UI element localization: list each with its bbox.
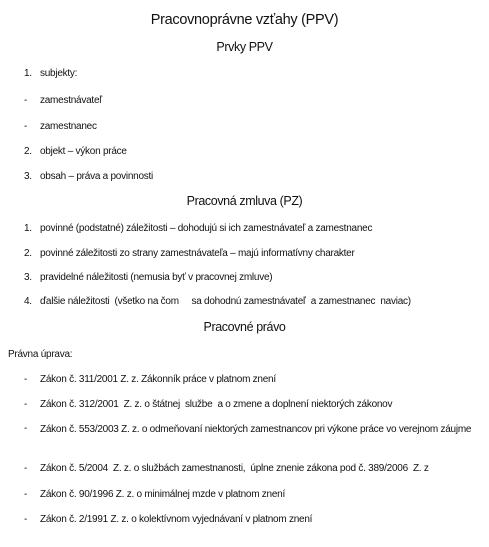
list-item-text: ďalšie náležitosti (všetko na čom sa dohodnú zamestnávateľ a zamestnanec naviac) [40,296,411,307]
list-item-text: objekt – výkon práce [40,146,127,157]
list-marker: - [24,423,28,434]
list-item-text: Zákon č. 311/2001 Z. z. Zákonník práce v platnom znení [40,374,276,385]
section-heading-pravo: Pracovné právo [203,320,286,334]
list-marker: - [24,121,28,132]
list-marker: - [24,514,28,525]
list-item-text: subjekty: [40,68,78,79]
section-heading-zmluva: Pracovná zmluva (PZ) [186,194,303,208]
list-item-text: povinné (podstatné) záležitosti – dohodujú si ich zamestnávateľ a zamestnanec [40,223,373,234]
list-marker: 1. [24,68,32,79]
list-marker: - [24,95,28,106]
list-item-text: povinné záležitosti zo strany zamestnávateľa – majú informatívny charakter [40,248,355,259]
list-item-text: obsah – práva a povinnosti [40,171,154,182]
list-item-text: Zákon č. 5/2004 Z. z. o službách zamestnanosti, úplne znenie zákona pod č. 389/2006 Z. z [40,463,429,474]
section-heading-prvky: Prvky PPV [216,40,273,54]
list-item-text: Zákon č. 312/2001 Z. z. o štátnej službe a o zmene a doplnení niektorých zákonov [40,399,393,410]
list-marker: - [24,463,28,474]
list-marker: 1. [24,223,32,234]
list-marker: 2. [24,146,32,157]
list-item-text: zamestnanec [40,121,97,132]
list-marker: 3. [24,272,32,283]
list-marker: 2. [24,248,32,259]
list-item-text: Zákon č. 90/1996 Z. z. o minimálnej mzde v platnom znení [40,489,286,500]
list-item-text: Zákon č. 553/2003 Z. z. o odmeňovaní niektorých zamestnancov pri výkone práce vo verejnom záujme [40,424,472,435]
list-item-text: Zákon č. 2/1991 Z. z. o kolektívnom vyjednávaní v platnom znení [40,514,313,525]
section-intro: Právna úprava: [8,349,73,360]
document-title: Pracovnoprávne vzťahy (PPV) [150,12,339,28]
list-item-text: zamestnávateľ [40,95,102,106]
list-item-text: pravidelné náležitosti (nemusia byť v pracovnej zmluve) [40,272,273,283]
list-marker: 4. [24,296,32,307]
list-marker: - [24,374,28,385]
list-marker: 3. [24,171,32,182]
list-marker: - [24,489,28,500]
list-marker: - [24,399,28,410]
